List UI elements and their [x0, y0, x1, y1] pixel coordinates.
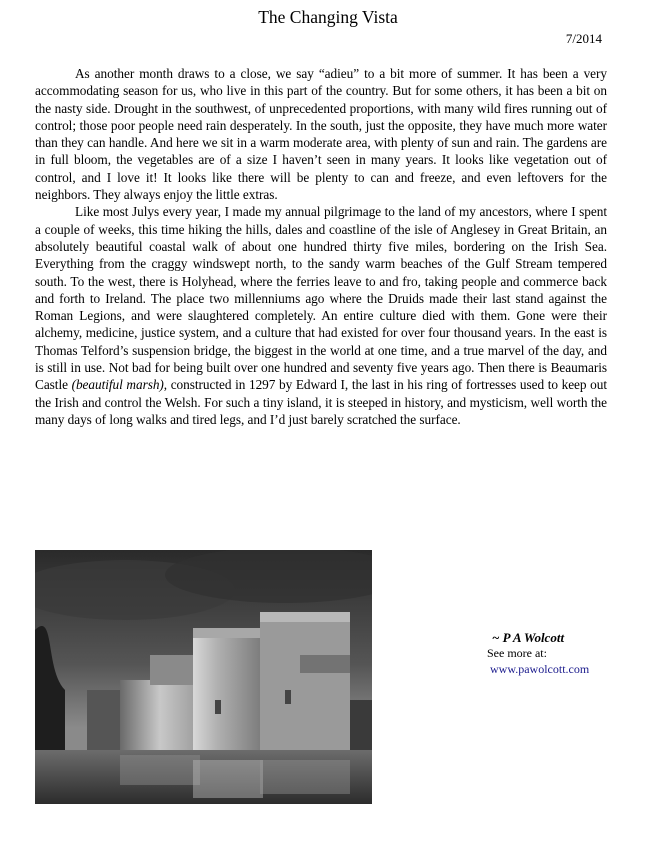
paragraph-2-italic: (beautiful marsh) — [71, 377, 164, 393]
paragraph-1: As another month draws to a close, we say “adieu” to a bit more of summer. It has been a very accommodating season for us, who live in this part of the country. But for some others, it has been a bit on the nasty side. Drought in the southwest, of unprecedented proportions, with many wild fires running out of control; those poor people need rain desperately. In the south, just the opposite, they have much more water than they can handle. And here we sit in a warm moderate area, with plenty of sun and rain. The gardens are in full bloom, the vegetables are of a size I haven’t seen in many years. It looks like vegetation out of control, and I love it! It looks like there will be plenty to can and freeze, and even leftovers for the neighbors. They always enjoy the little extras. — [35, 66, 607, 203]
issue-date: 7/2014 — [565, 31, 602, 46]
paragraph-2-text-b: , constructed in 1297 by Edward I, the last in his ring of fortresses used to keep out the Irish and control the Welsh. For such a tiny island, it is steeped in history, and mysticism, well worth the many days of long walks and tired legs, and I’d just barely scratched the surface. — [35, 377, 607, 427]
paragraph-2 — [35, 203, 607, 428]
article-body — [35, 65, 607, 428]
paragraph-2-text-a: Like most Julys every year, I made my annual pilgrimage to the land of my ancestors, where I spent a couple of weeks, this time hiking the hills, dales and coastline of the isle of Anglesey in Great Britain, an absolutely beautiful coastal walk of about one hundred thirty five miles, bordering on the Irish Sea. Everything from the craggy windswept north, to the sandy warm beaches of the Gulf Stream tempered south. To the west, there is Holyhead, where the ferries leave to and fro, taking people and commerce back and forth to Ireland. The place two millenniums ago where the Druids made their last stand against the Roman Legions, and were slaughtered completely. An entire culture died with them. Gone were their alchemy, medicine, justice system, and a culture that had existed for over four thousand years. In the east is Thomas Telford’s suspension bridge, the biggest in the world at one time, and a true marvel of the day, and is still in use. Not bad for being built over one hundred and seventy five years ago. Then there is Beaumaris Castle — [35, 204, 607, 393]
author-signature: ~ P A Wolcott — [492, 630, 565, 645]
page-title: The Changing Vista — [258, 7, 398, 27]
castle-photo — [35, 550, 372, 804]
castle-photo-image — [35, 550, 372, 804]
website-link[interactable]: www.pawolcott.com — [490, 662, 590, 676]
see-more-label: See more at: — [487, 646, 547, 660]
